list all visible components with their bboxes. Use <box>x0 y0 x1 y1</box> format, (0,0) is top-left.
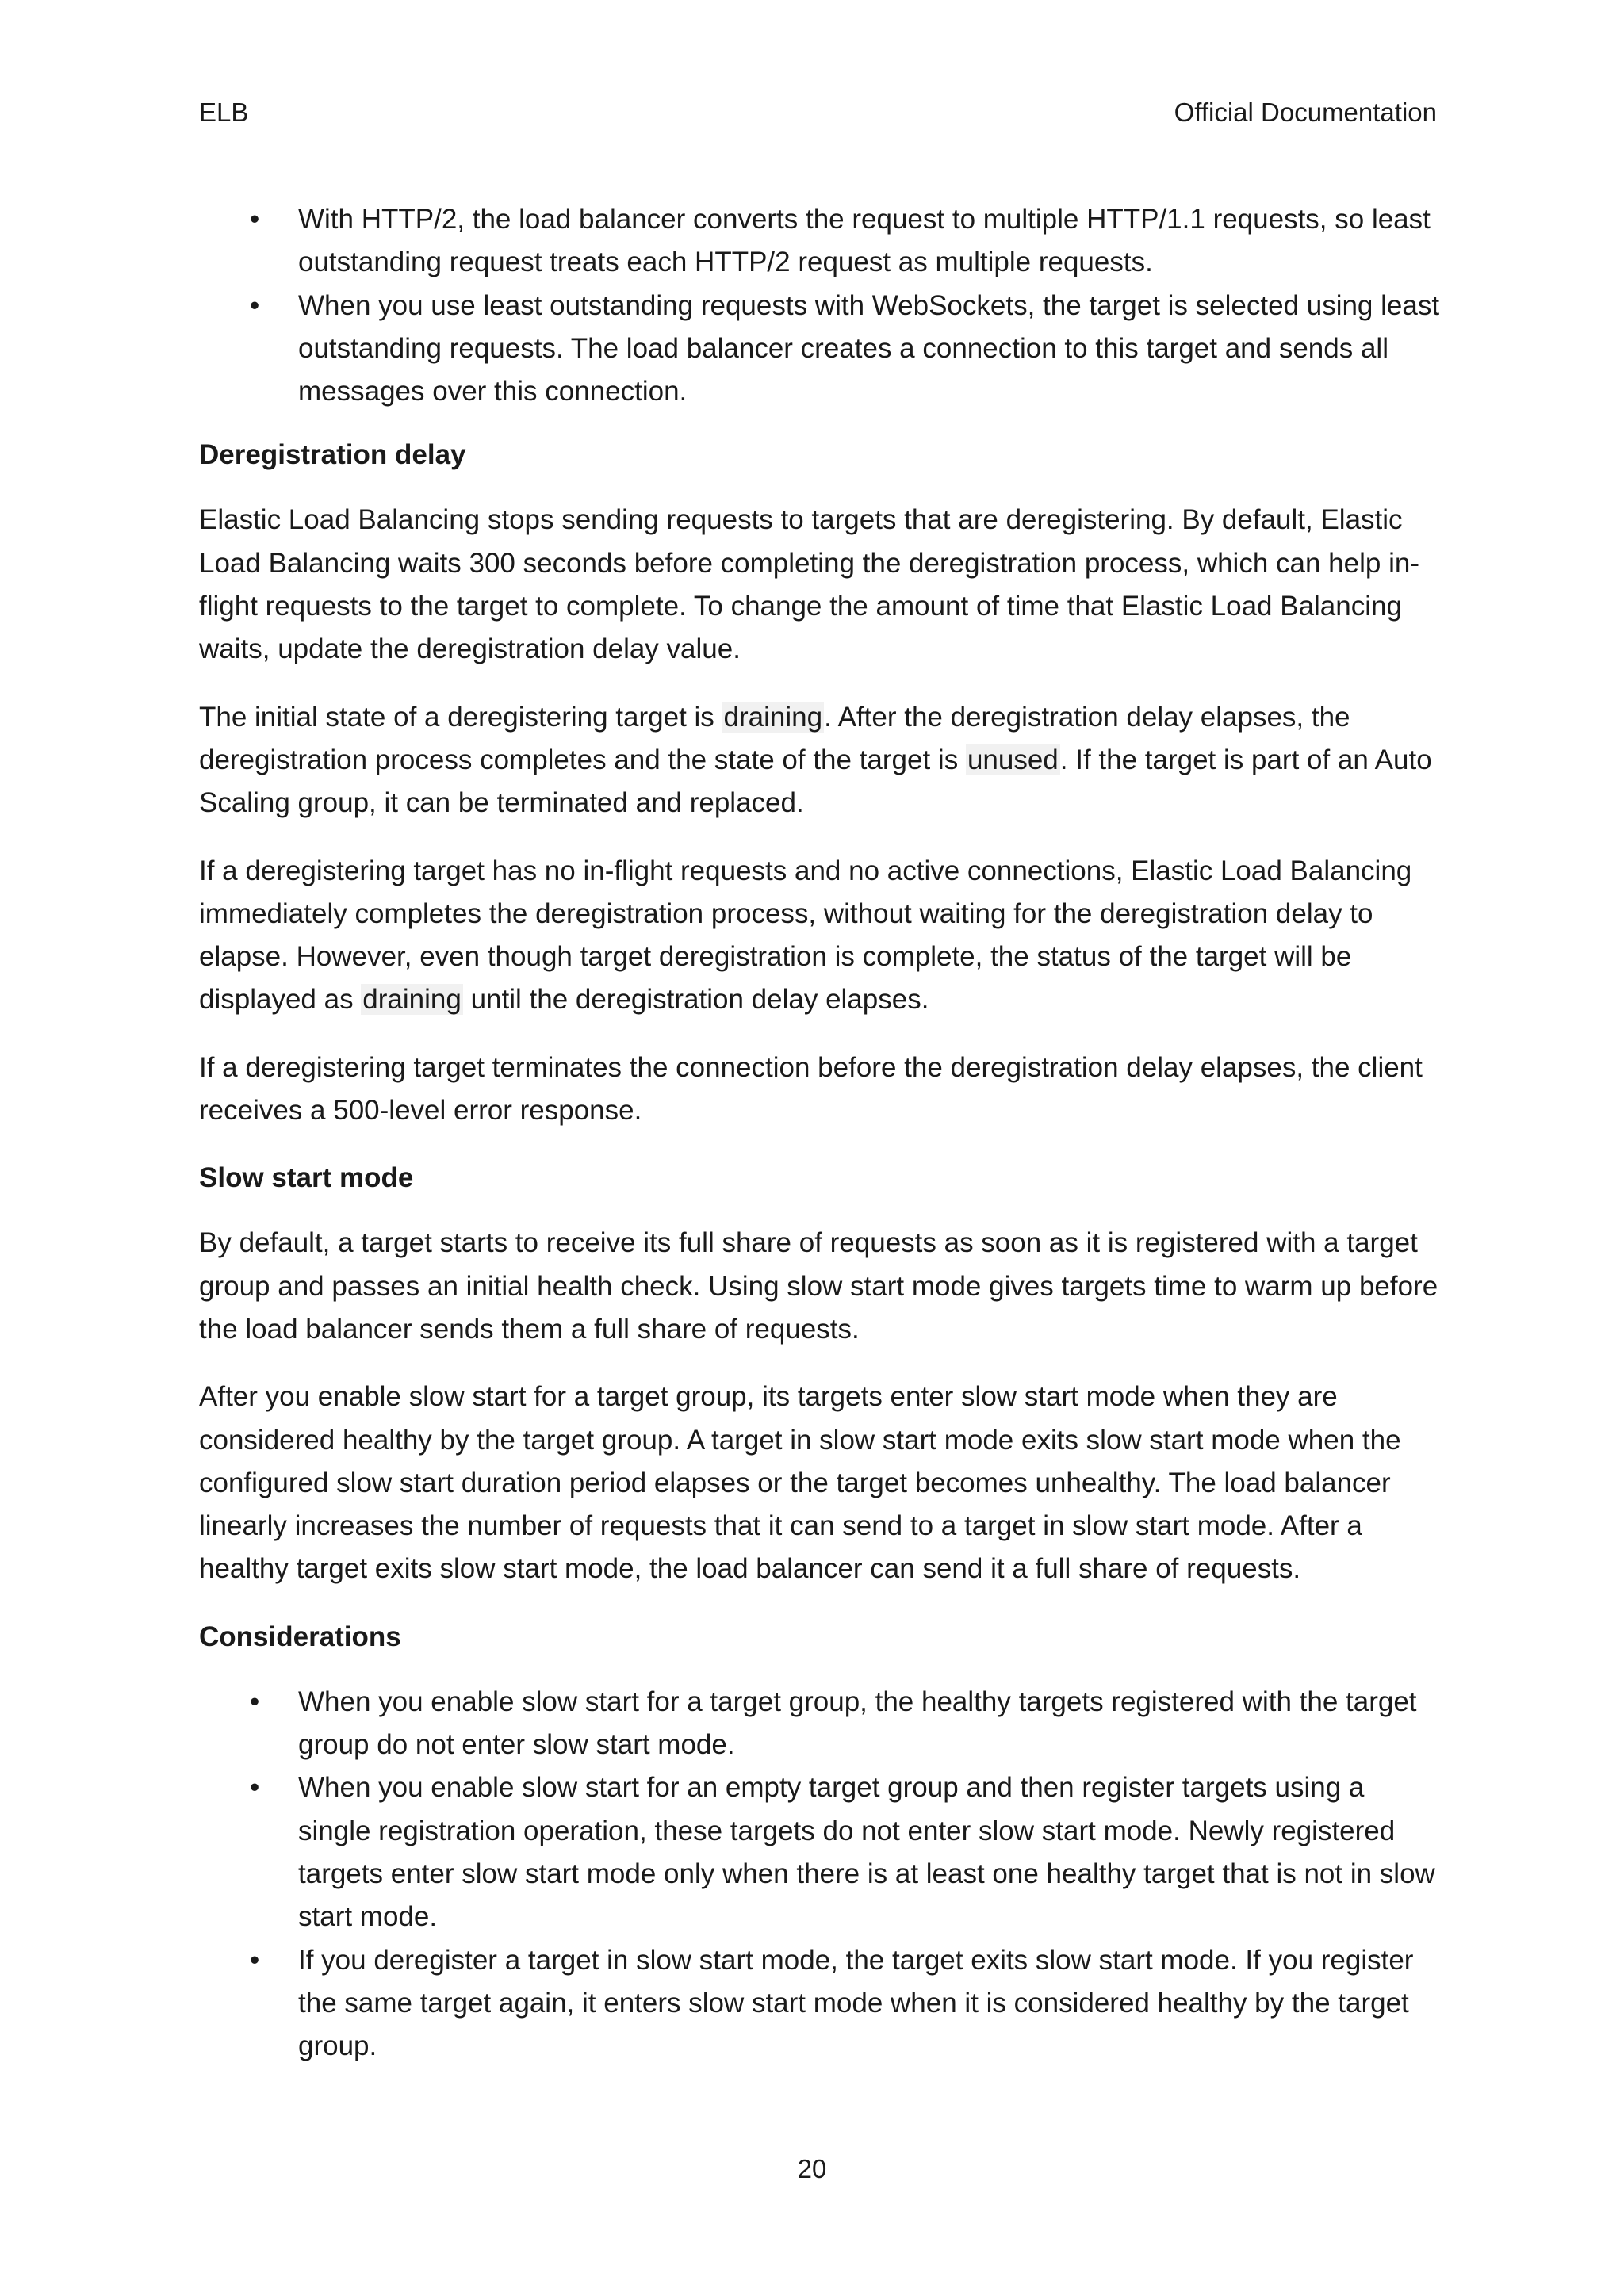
list-item <box>199 1766 1444 1938</box>
text-run: If a deregistering target has no in-flight requests and no active connections, Elastic Load Balancing immediately completes the deregistration process, without waiting for the deregistration delay to elapse. However, even though target deregistration is complete, the status of the target will be displayed as <box>199 855 1412 1016</box>
bullet-icon: • <box>250 1772 260 1804</box>
list-item <box>199 1681 1444 1767</box>
inline-code-draining: draining <box>362 984 462 1016</box>
list-item-text: If you deregister a target in slow start mode, the target exits slow start mode. If you register the same target again, it enters slow start mode when it is considered healthy by the target group. <box>298 1944 1414 2062</box>
header-title: ELB <box>199 98 249 127</box>
paragraph: If a deregistering target terminates the connection before the deregistration delay elapses, the client receives a 500-level error response. <box>199 1051 1423 1127</box>
paragraph <box>199 850 1444 1022</box>
paragraph: By default, a target starts to receive its full share of requests as soon as it is registered with a target group and passes an initial health check. Using slow start mode gives targets time to warm up before the load balancer sends them a full share of requests. <box>199 1227 1438 1345</box>
text-run: until the deregistration delay elapses. <box>462 984 929 1016</box>
inline-code-unused: unused <box>967 744 1059 775</box>
list-item <box>199 198 1444 285</box>
text-run: . After the deregistration delay elapses, the deregistration process completes and the state of the target is <box>199 701 1350 775</box>
page-footer <box>0 2150 1624 2188</box>
section-heading-considerations: Considerations <box>199 1621 401 1652</box>
bullet-icon: • <box>250 1686 260 1717</box>
list-item-text: When you enable slow start for an empty target group and then register targets using a single registration operation, these targets do not enter slow start mode. Newly registered targets enter slow start mode only when there is at least one healthy target that is not in slow start mode. <box>298 1772 1435 1933</box>
paragraph <box>199 696 1444 825</box>
list-item <box>199 1939 1444 2068</box>
page-content <box>199 198 1444 2088</box>
inline-code-draining: draining <box>723 701 823 733</box>
text-run: . If the target is part of an Auto Scaling group, it can be terminated and replaced. <box>199 744 1432 819</box>
intro-bullet-list <box>199 198 1444 413</box>
paragraph: Elastic Load Balancing stops sending requests to targets that are deregistering. By default, Elastic Load Balancing waits 300 seconds before completing the deregistration process, which can help in-flight requests to the target to complete. To change the amount of time that Elastic Load Balancing waits, update the deregistration delay value. <box>199 504 1419 665</box>
text-run: The initial state of a deregistering target is <box>199 701 722 733</box>
bullet-icon: • <box>250 204 260 235</box>
section-heading-slow-start-mode: Slow start mode <box>199 1162 414 1194</box>
paragraph: After you enable slow start for a target group, its targets enter slow start mode when they are considered healthy by the target group. A target in slow start mode exits slow start mode when the configured slow start duration period elapses or the target becomes unhealthy. The load balancer linearly increases the number of requests that it can send to a target in slow start mode. After a healthy target exits slow start mode, the load balancer can send it a full share of requests. <box>199 1381 1401 1585</box>
bullet-icon: • <box>250 289 260 321</box>
list-item-text: When you enable slow start for a target group, the healthy targets registered with the target group do not enter slow start mode. <box>298 1686 1417 1761</box>
page-header <box>199 94 1437 132</box>
list-item <box>199 285 1444 414</box>
list-item-text: With HTTP/2, the load balancer converts the request to multiple HTTP/1.1 requests, so least outstanding request treats each HTTP/2 request as multiple requests. <box>298 204 1431 278</box>
header-source: Official Documentation <box>1174 98 1437 127</box>
list-item-text: When you use least outstanding requests with WebSockets, the target is selected using least outstanding requests. The load balancer creates a connection to this target and sends all messages over this connection. <box>298 289 1440 408</box>
page-number: 20 <box>797 2154 827 2183</box>
section-heading-deregistration-delay: Deregistration delay <box>199 439 466 471</box>
bullet-icon: • <box>250 1944 260 1976</box>
considerations-bullet-list <box>199 1681 1444 2068</box>
